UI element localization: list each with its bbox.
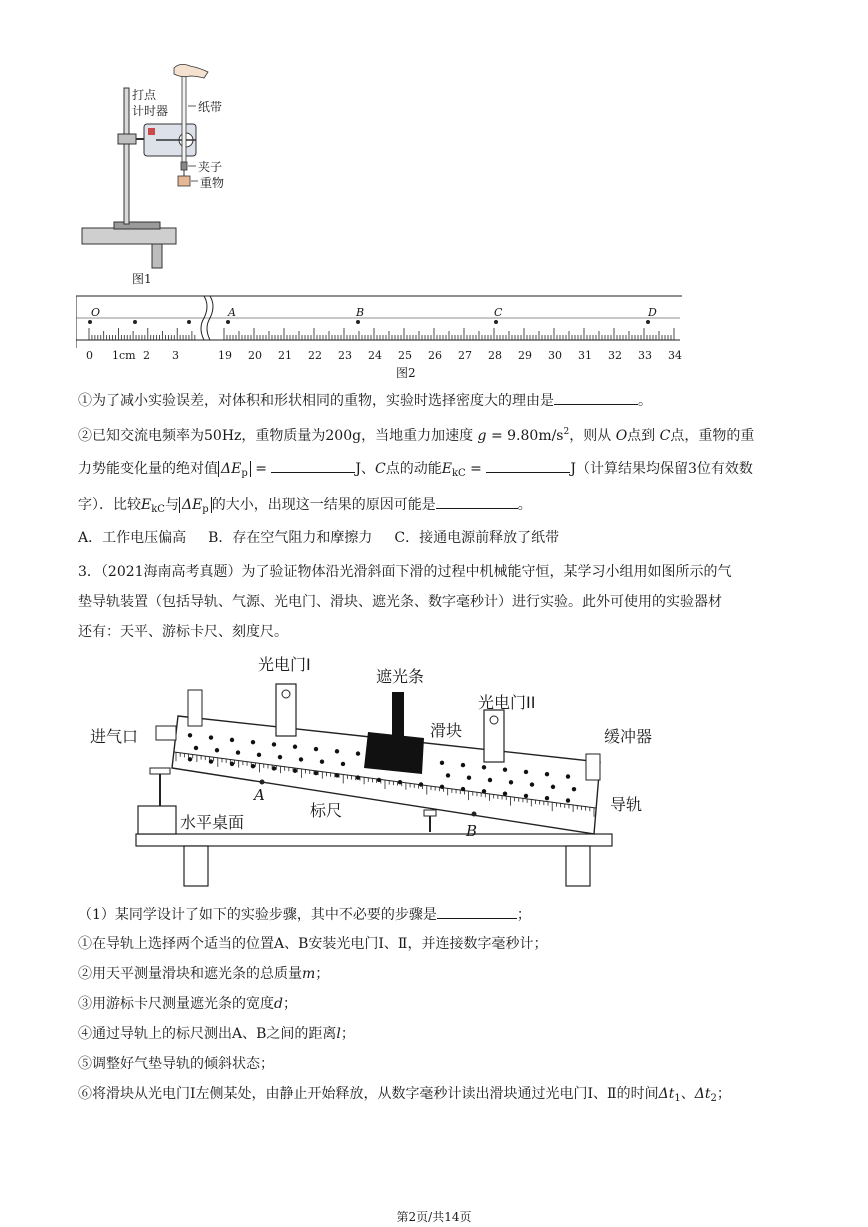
answer-blank[interactable] <box>436 494 518 509</box>
horizontal-table <box>136 834 612 846</box>
figure-2-ruler <box>76 292 686 348</box>
rail-air-hole <box>440 761 444 765</box>
option-c[interactable]: C．接通电源前释放了纸带 <box>394 530 560 546</box>
q3-step-5: ⑤调整好气垫导轨的倾斜状态； <box>78 1056 274 1072</box>
ruler-tick-label: 33 <box>638 349 652 362</box>
rail-air-hole <box>566 774 570 778</box>
q3-stem-line-1: 3．（2021海南高考真题）为了验证物体沿光滑斜面下滑的过程中机械能守恒，某学习小组用如图所示的气 <box>78 564 732 580</box>
ruler-tick-label: 1cm <box>112 349 136 362</box>
table-leg-left <box>184 846 208 886</box>
buffer <box>586 754 600 780</box>
tape-dot <box>133 320 137 324</box>
rail-air-hole <box>314 747 318 751</box>
label-photogate-1: 光电门I <box>258 655 311 674</box>
answer-blank[interactable] <box>554 390 638 405</box>
ruler-tick-label: 31 <box>578 349 592 362</box>
rail-air-hole <box>293 769 297 773</box>
tape-dot <box>356 320 360 324</box>
answer-blank[interactable] <box>437 904 517 919</box>
rail-air-hole <box>524 770 528 774</box>
rail-air-hole <box>509 780 513 784</box>
ruler-tick-label: 34 <box>668 349 682 362</box>
rail-air-hole <box>194 746 198 750</box>
hand <box>174 64 208 78</box>
tape-dot <box>226 320 230 324</box>
table-leg <box>152 244 162 268</box>
rail-air-hole <box>482 789 486 793</box>
q3-step-3: ③用游标卡尺测量遮光条的宽度d； <box>78 996 297 1012</box>
timer-label-1: 打点 <box>132 88 157 102</box>
rail-air-hole <box>188 733 192 737</box>
tape-label: 纸带 <box>198 100 223 114</box>
ruler-tick-label: 24 <box>368 349 382 362</box>
tape-dot <box>187 320 191 324</box>
ruler-tick-label: 19 <box>218 349 232 362</box>
ruler-tick-label: 2 <box>143 349 150 362</box>
rail-air-hole <box>278 755 282 759</box>
ruler-point-B: B <box>356 306 365 319</box>
rail-air-hole <box>461 763 465 767</box>
ruler-point-A: A <box>228 306 236 319</box>
q2-item-2-line-1: ②已知交流电频率为50Hz，重物质量为200g，当地重力加速度 $g = 9.80m/s^2$，则从 O点到 C点，重物的重 <box>78 427 755 444</box>
label-table: 水平桌面 <box>180 813 245 832</box>
table-top <box>82 228 176 244</box>
ruler-tick-label: 23 <box>338 349 352 362</box>
ruler-tick-label: 22 <box>308 349 322 362</box>
ruler-tick-label: 27 <box>458 349 472 362</box>
rail-air-hole <box>356 751 360 755</box>
shade-strip <box>392 692 404 736</box>
rail-air-hole <box>524 794 528 798</box>
table-leg-right <box>566 846 590 886</box>
stand-clamp <box>118 134 136 144</box>
rail-air-hole <box>446 773 450 777</box>
q2-item-1: ①为了减小实验误差，对体积和形状相同的重物，实验时选择密度大的理由是 。 <box>78 390 652 411</box>
q3-sub-1: （1）某同学设计了如下的实验步骤，其中不必要的步骤是 ； <box>78 904 531 925</box>
q3-step-2: ②用天平测量滑块和遮光条的总质量m； <box>78 966 330 982</box>
slider-block <box>364 732 424 774</box>
ruler-point-C: C <box>494 306 503 319</box>
weight-label: 重物 <box>200 176 225 190</box>
option-a[interactable]: A．工作电压偏高 <box>78 530 187 546</box>
q3-step-6: ⑥将滑块从光电门Ⅰ左侧某处，由静止开始释放，从数字毫秒计读出滑块通过光电门Ⅰ、Ⅱ的时间$\Delta t_1$、$\Delta t_2$； <box>78 1086 731 1104</box>
stand-base <box>114 222 160 229</box>
clip <box>181 162 187 170</box>
rail-air-hole <box>551 785 555 789</box>
rail-air-hole <box>503 767 507 771</box>
tape-dot <box>494 320 498 324</box>
ruler-tick-label: 29 <box>518 349 532 362</box>
rail-air-hole <box>572 787 576 791</box>
tape-dot <box>646 320 650 324</box>
rail-air-hole <box>488 778 492 782</box>
clip-label: 夹子 <box>198 160 223 174</box>
ruler-tick-label: 0 <box>86 349 93 362</box>
figure-1-caption: 图1 <box>132 272 152 286</box>
timer-label-2: 计时器 <box>132 104 169 118</box>
rail-air-hole <box>335 749 339 753</box>
option-b[interactable]: B．存在空气阻力和摩擦力 <box>208 530 373 546</box>
rail-air-hole <box>257 753 261 757</box>
q3-step-1: ①在导轨上选择两个适当的位置A、B安装光电门Ⅰ、Ⅱ，并连接数字毫秒计； <box>78 936 548 952</box>
rail-air-hole <box>482 765 486 769</box>
label-air-inlet: 进气口 <box>90 727 139 746</box>
ruler-tick-label: 21 <box>278 349 292 362</box>
rail-air-hole <box>272 742 276 746</box>
rail-air-hole <box>566 798 570 802</box>
paper-tape <box>182 70 186 162</box>
rail-air-hole <box>467 776 471 780</box>
label-buffer: 缓冲器 <box>604 727 653 746</box>
label-point-A: A <box>254 786 265 804</box>
stand-rod <box>124 88 129 224</box>
tape-dot <box>88 320 92 324</box>
rail-air-hole <box>230 738 234 742</box>
rail-air-hole <box>341 762 345 766</box>
rail-air-hole <box>215 748 219 752</box>
rail-air-hole <box>530 782 534 786</box>
ruler-tick-label: 28 <box>488 349 502 362</box>
q3-stem-line-2: 垫导轨装置（包括导轨、气源、光电门、滑块、遮光条、数字毫秒计）进行实验。此外可使用的实验器材 <box>78 594 722 610</box>
rail-air-hole <box>320 759 324 763</box>
q2-options <box>78 528 559 548</box>
ruler-tick-label: 26 <box>428 349 442 362</box>
label-shade-strip: 遮光条 <box>376 667 425 686</box>
rail-air-hole <box>503 791 507 795</box>
rail-air-hole <box>209 735 213 739</box>
ruler-tick-label: 20 <box>248 349 262 362</box>
q2-item-2-line-2: 力势能变化量的绝对值 $\Delta E_p = J$、C点的动能$E_{kC} = J$（计算结果均保留3位有效数 <box>78 458 753 484</box>
q3-stem-line-3: 还有：天平、游标卡尺、刻度尺。 <box>78 624 288 640</box>
ruler-point-O: O <box>91 306 101 319</box>
support-block <box>138 806 176 834</box>
ruler-tick-label: 32 <box>608 349 622 362</box>
label-slider: 滑块 <box>430 721 463 740</box>
rail-air-hole <box>545 796 549 800</box>
ruler-tick-label: 3 <box>172 349 179 362</box>
rail-air-hole <box>236 750 240 754</box>
ruler-tick-label: 25 <box>398 349 412 362</box>
page-footer: 第2页/共14页 <box>396 1210 472 1224</box>
answer-blank[interactable] <box>271 458 355 473</box>
rail-air-hole <box>335 773 339 777</box>
rail-air-hole <box>314 771 318 775</box>
ruler-tick-label: 30 <box>548 349 562 362</box>
q3-step-4: ④通过导轨上的标尺测出A、B之间的距离l； <box>78 1026 355 1042</box>
weight-block <box>178 176 190 186</box>
rail-air-hole <box>293 745 297 749</box>
ruler-point-D: D <box>648 306 657 319</box>
figure-2-caption: 图2 <box>396 366 416 380</box>
label-point-B: B <box>466 822 478 840</box>
q2-item-2-line-3: 字）．比较$E_{kC}$与 $\Delta E_p$ 的大小，出现这一结果的原因可能是 。 <box>78 494 532 520</box>
label-rail: 导轨 <box>610 795 643 814</box>
answer-blank[interactable] <box>486 458 570 473</box>
label-scale: 标尺 <box>310 801 343 820</box>
label-photogate-2: 光电门II <box>478 693 536 712</box>
rail-air-hole <box>251 740 255 744</box>
rail-air-hole <box>299 757 303 761</box>
figure-3-air-track <box>80 650 643 895</box>
rail-air-hole <box>545 772 549 776</box>
